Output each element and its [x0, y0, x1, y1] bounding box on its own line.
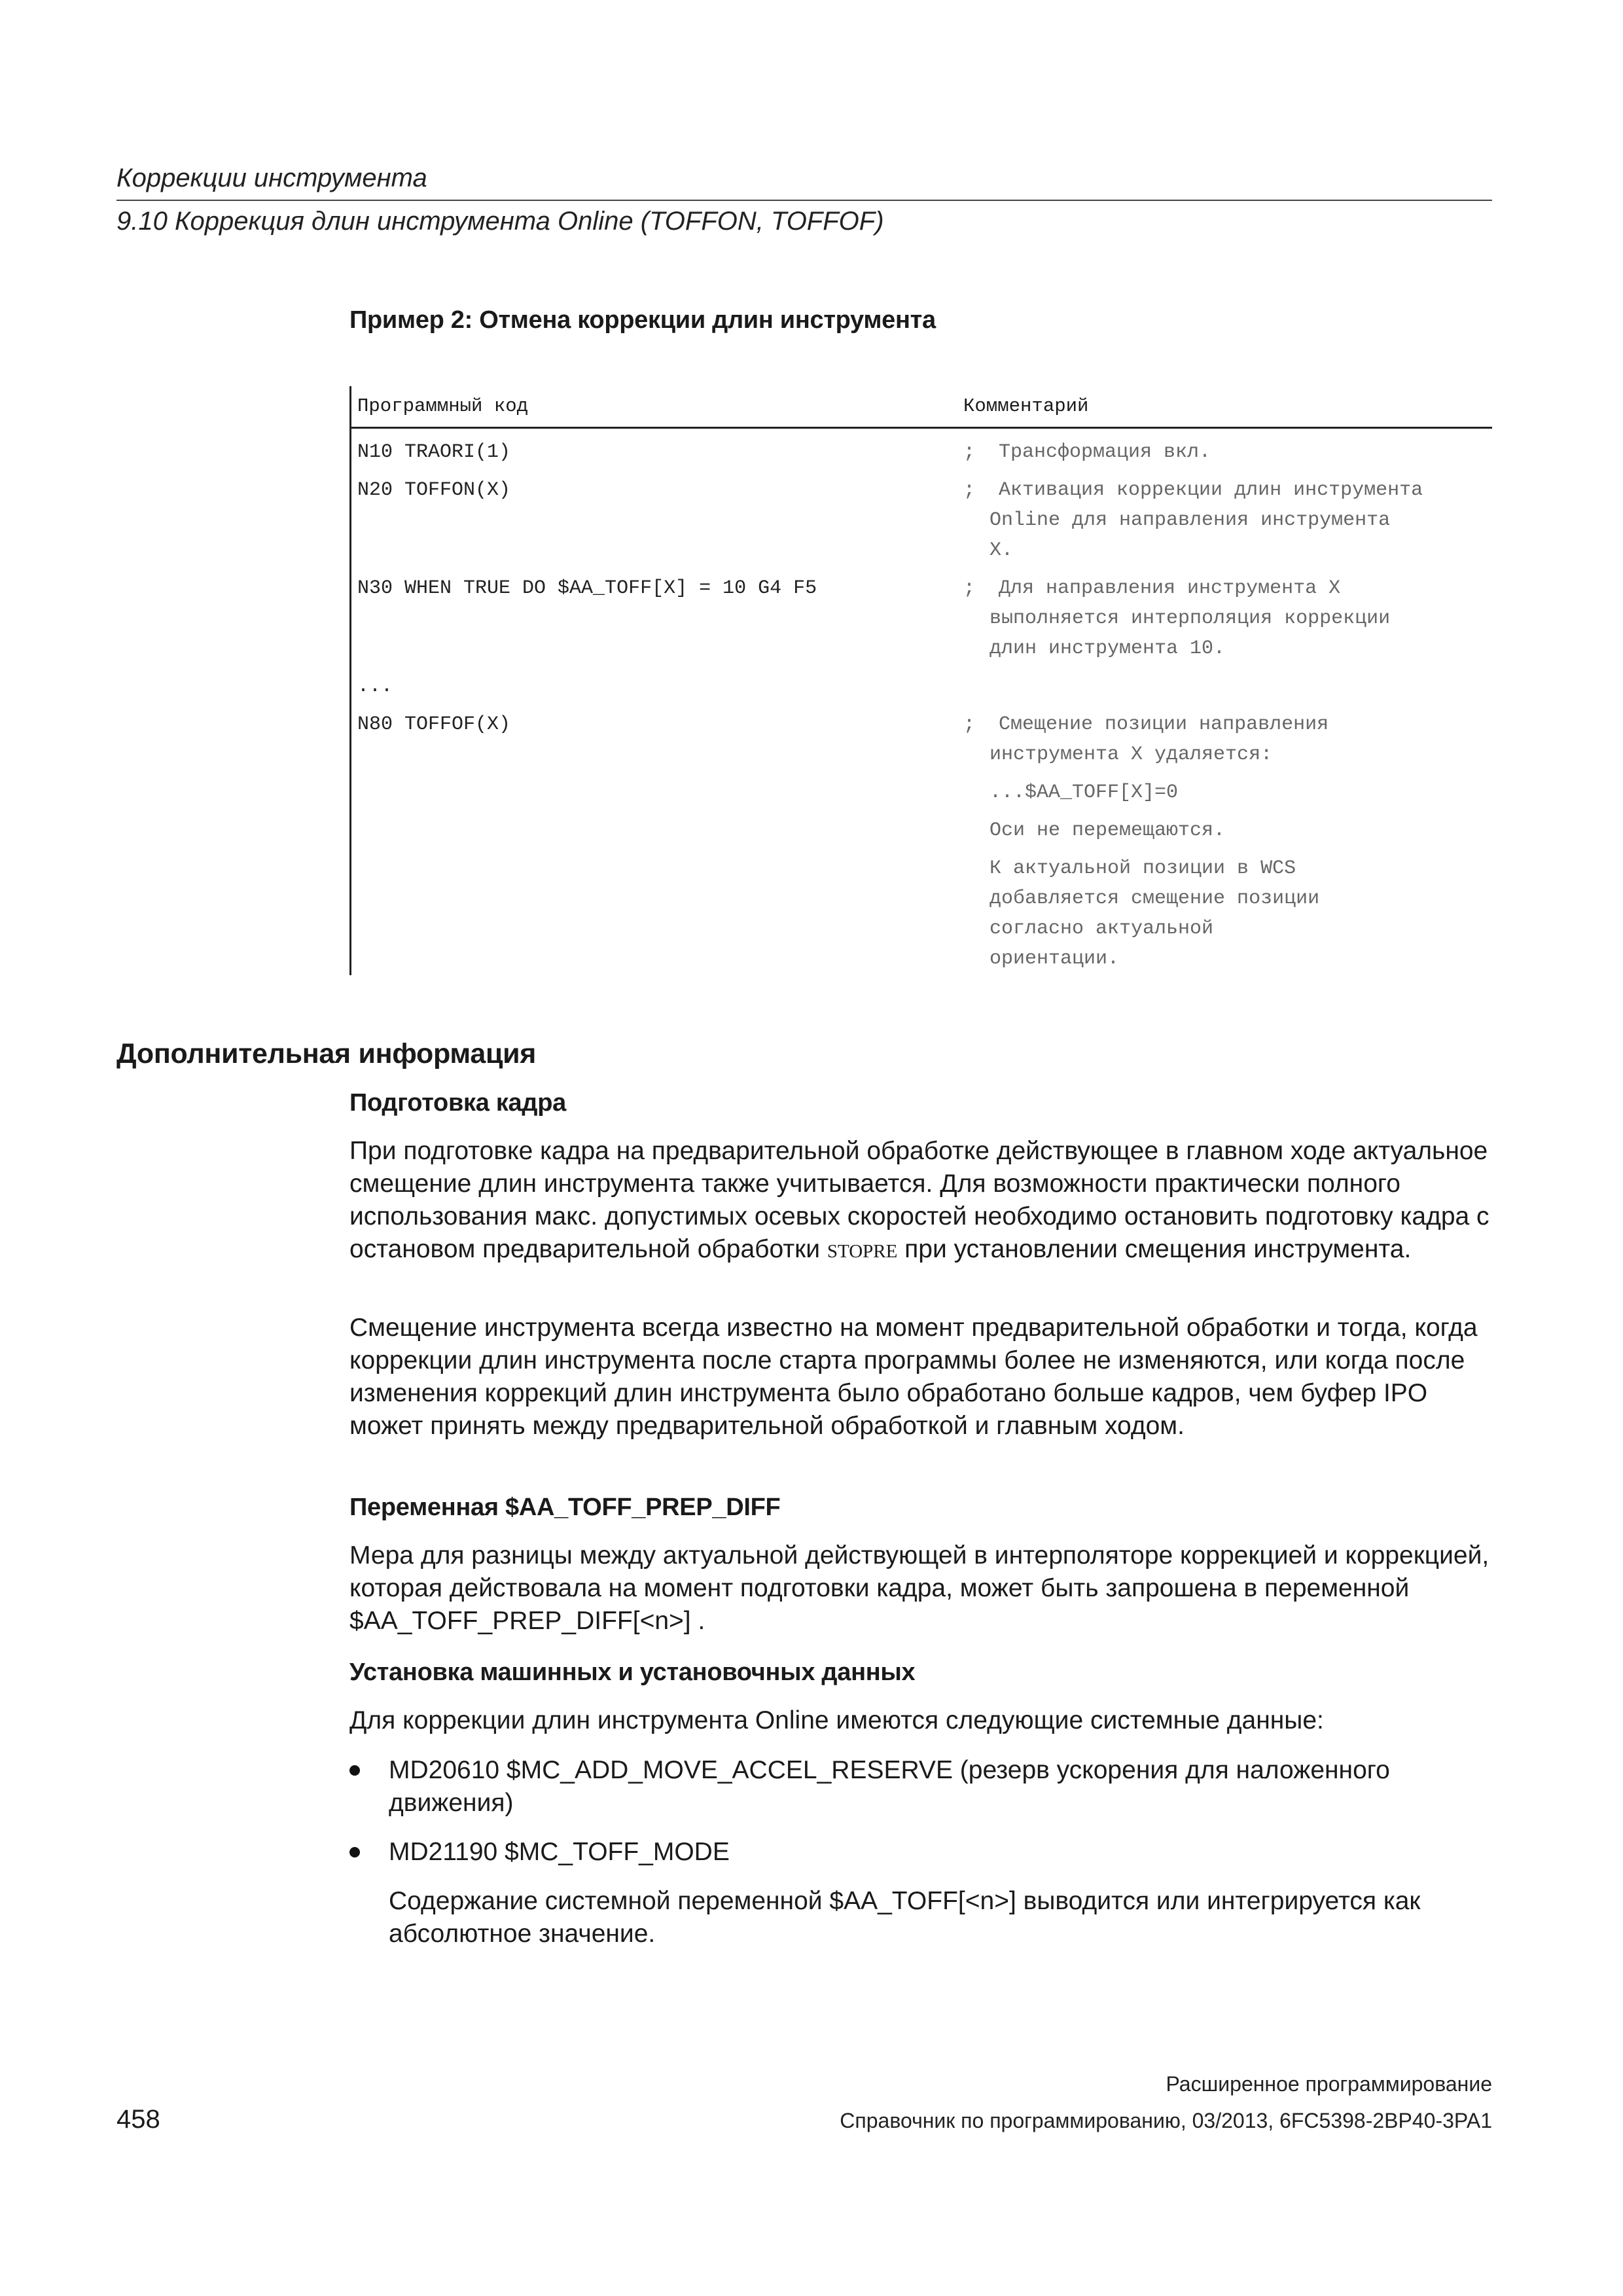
code-line: ...	[357, 675, 393, 698]
paragraph-text: При подготовке кадра на предварительной обработке действующее в главном ходе актуальное смещение длин инструмента также учитывается. Для возможности практически полного использования макс. допустимых осевых скоростей необходимо остановить подготовку кадра с остановом предварительной обработки	[349, 1137, 1489, 1263]
bullet-icon	[349, 1765, 360, 1776]
comment-line: ...$AA_TOFF[X]=0	[990, 781, 1179, 804]
header-rule	[116, 200, 1492, 201]
paragraph-prep-1	[349, 1135, 1495, 1268]
example-title: Пример 2: Отмена коррекции длин инструмента	[349, 306, 936, 334]
comment-line: Оси не перемещаются.	[990, 819, 1226, 842]
comment-line: длин инструмента 10.	[990, 637, 1226, 660]
footer-book-title: Расширенное программирование	[1166, 2072, 1492, 2096]
bullet-note: Содержание системной переменной $AA_TOFF[<n>] выводится или интегрируется как абсолютное значение.	[389, 1887, 1421, 1948]
table-header-rule	[349, 427, 1492, 429]
paragraph-machine-data: Для коррекции длин инструмента Online имеются следующие системные данные:	[349, 1706, 1324, 1734]
paragraph-variable: Мера для разницы между актуальной действующей в интерполяторе коррекцией и коррекцией, которая действовала на момент подготовки кадра, может быть запрошена в переменной $AA_TOFF_PREP_DIFF[<n>] .	[349, 1541, 1489, 1635]
comment-line: добавляется смещение позиции	[990, 888, 1320, 910]
comment-line: выполняется интерполяция коррекции	[990, 607, 1391, 630]
comment-line: согласно актуальной	[990, 918, 1214, 940]
page-number: 458	[116, 2105, 160, 2134]
paragraph-text: при установлении смещения инструмента.	[897, 1235, 1412, 1263]
column-header-comment: Комментарий	[963, 395, 1089, 417]
comment-line: инструмента X удаляется:	[990, 744, 1273, 766]
running-header-chapter: Коррекции инструмента	[116, 164, 427, 192]
paragraph-prep-2: Смещение инструмента всегда известно на момент предварительной обработки и тогда, когда коррекции длин инструмента после старта программы более не изменяются, или когда после изменения коррекций длин инструмента было обработано больше кадров, чем буфер IPO может принять между предварительной обработкой и главным ходом.	[349, 1314, 1478, 1440]
section-title: Дополнительная информация	[116, 1038, 537, 1069]
bullet-icon	[349, 1847, 360, 1857]
inline-code-stopre: STOPRE	[827, 1241, 898, 1262]
bullet-item-md21190: MD21190 $MC_TOFF_MODE	[389, 1838, 730, 1866]
code-line: N30 WHEN TRUE DO $AA_TOFF[X] = 10 G4 F5	[357, 577, 817, 600]
subsection-title-variable: Переменная $AA_TOFF_PREP_DIFF	[349, 1494, 781, 1521]
running-header-section: 9.10 Коррекция длин инструмента Online (TOFFON, TOFFOF)	[116, 207, 884, 236]
comment-line: X.	[990, 539, 1014, 562]
subsection-title-machine-data: Установка машинных и установочных данных	[349, 1659, 916, 1686]
table-left-rule	[349, 386, 351, 975]
comment-line: ; Смещение позиции направления	[963, 713, 1329, 736]
bullet-item-md20610: MD20610 $MC_ADD_MOVE_ACCEL_RESERVE (резерв ускорения для наложенного движения)	[389, 1756, 1390, 1817]
subsection-title-prep: Подготовка кадра	[349, 1089, 566, 1117]
code-line: N10 TRAORI(1)	[357, 441, 511, 463]
code-line: N20 TOFFON(X)	[357, 479, 511, 501]
comment-line: ; Для направления инструмента X	[963, 577, 1341, 600]
comment-line: ориентации.	[990, 948, 1120, 970]
footer-reference: Справочник по программированию, 03/2013, 6FC5398-2BP40-3PA1	[840, 2109, 1492, 2132]
column-header-code: Программный код	[357, 395, 529, 417]
comment-line: К актуальной позиции в WCS	[990, 857, 1296, 880]
code-table	[349, 386, 1492, 975]
comment-line: ; Трансформация вкл.	[963, 441, 1211, 463]
comment-line: Online для направления инструмента	[990, 509, 1391, 531]
code-line: N80 TOFFOF(X)	[357, 713, 511, 736]
comment-line: ; Активация коррекции длин инструмента	[963, 479, 1423, 501]
